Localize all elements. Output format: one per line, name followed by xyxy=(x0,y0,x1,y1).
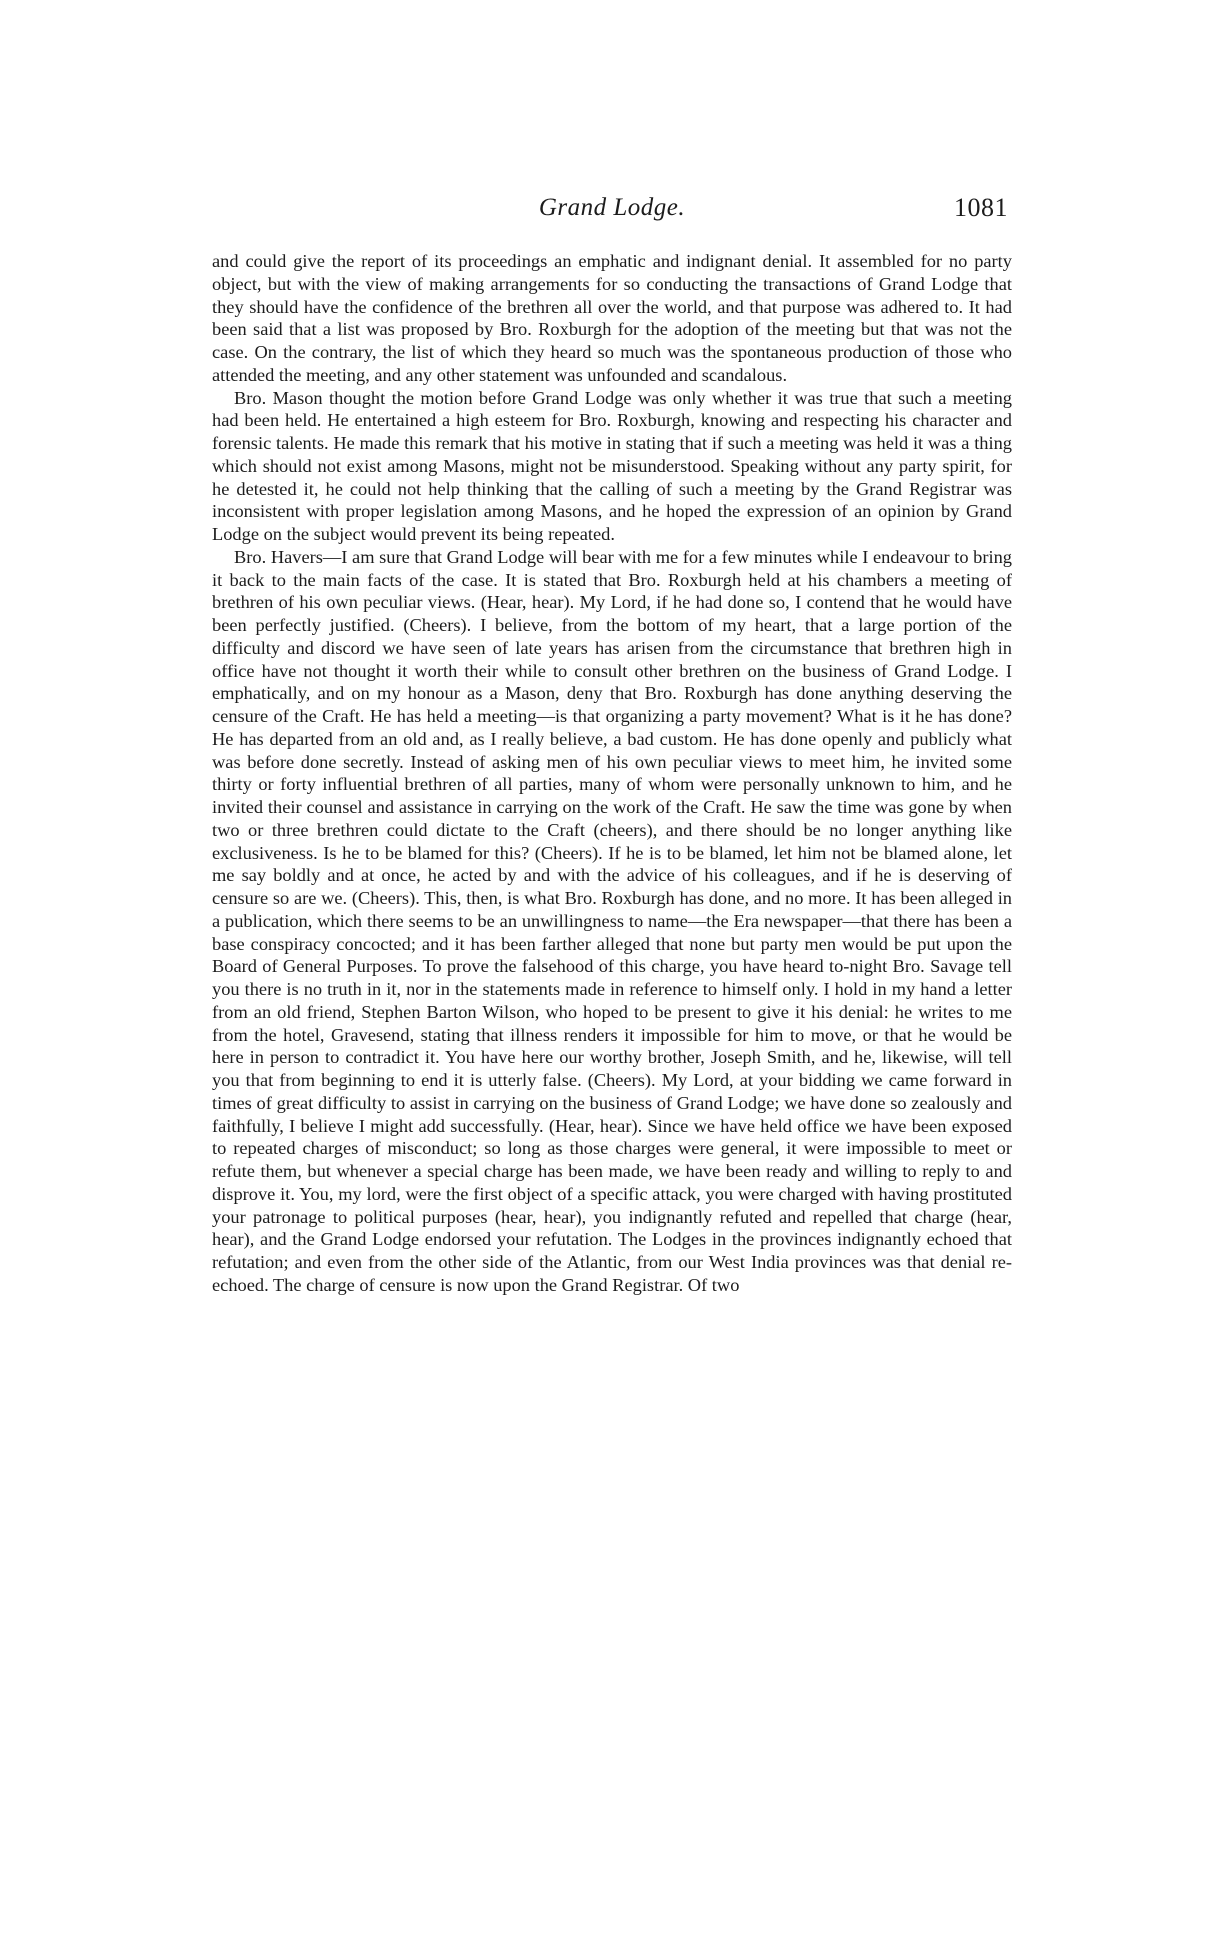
paragraph-bro-havers: Bro. Havers—I am sure that Grand Lodge will bear with me for a few minutes while I endeavour to bring it back to the main facts of the case. It is stated that Bro. Roxburgh held at his chambers a meeting of brethren of his own peculiar views. (Hear, hear). My Lord, if he had done so, I contend that he would have been perfectly justified. (Cheers). I believe, from the bottom of my heart, that a large portion of the difficulty and discord we have seen of late years has arisen from the circumstance that brethren high in office have not thought it worth their while to consult other brethren on the business of Grand Lodge. I emphatically, and on my honour as a Mason, deny that Bro. Roxburgh has done anything deserving the censure of the Craft. He has held a meeting—is that organizing a party movement? What is it he has done? He has departed from an old and, as I really believe, a bad custom. He has done openly and publicly what was before done secretly. Instead of asking men of his own peculiar views to meet him, he invited some thirty or forty influential brethren of all parties, many of whom were personally unknown to him, and he invited their counsel and assistance in carrying on the work of the Craft. He saw the time was gone by when two or three brethren could dictate to the Craft (cheers), and there should be no longer anything like exclusiveness. Is he to be blamed for this? (Cheers). If he is to be blamed, let him not be blamed alone, let me say boldly and at once, he acted by and with the advice of his colleagues, and if he is deserving of censure so are we. (Cheers). This, then, is what Bro. Roxburgh has done, and no more. It has been alleged in a publication, which there seems to be an unwillingness to name—the Era newspaper—that there has been a base conspiracy concocted; and it has been farther alleged that none but party men would be put upon the Board of General Purposes. To prove the falsehood of this charge, you have heard to-night Bro. Savage tell you there is no truth in it, nor in the statements made in reference to himself only. I hold in my hand a letter from an old friend, Stephen Barton Wilson, who hoped to be present to give it his denial: he writes to me from the hotel, Gravesend, stating that illness renders it impossible for him to move, or that he would be here in person to contradict it. You have here our worthy brother, Joseph Smith, and he, likewise, will tell you that from beginning to end it is utterly false. (Cheers). My Lord, at your bidding we came forward in times of great difficulty to assist in carrying on the business of Grand Lodge; we have done so zealously and faithfully, I believe I might add successfully. (Hear, hear). Since we have held office we have been exposed to repeated charges of misconduct; so long as those charges were general, it were impossible to meet or refute them, but whenever a special charge has been made, we have been ready and willing to reply to and disprove it. You, my lord, were the first object of a specific attack, you were charged with having prostituted your patronage to political purposes (hear, hear), you indignantly refuted and repelled that charge (hear, hear), and the Grand Lodge endorsed your refutation. The Lodges in the provinces indignantly echoed that refutation; and even from the other side of the Atlantic, from our West India provinces was that denial re-echoed. The charge of censure is now upon the Grand Registrar. Of two xyxy=(212,546,1012,1295)
paragraph-bro-mason: Bro. Mason thought the motion before Grand Lodge was only whether it was true that such a meeting had been held. He entertained a high esteem for Bro. Roxburgh, knowing and respecting his character and forensic talents. He made this remark that his motive in stating that if such a meeting was held it was a thing which should not exist among Masons, might not be misunderstood. Speaking without any party spirit, for he detested it, he could not help thinking that the calling of such a meeting by the Grand Registrar was inconsistent with proper legislation among Masons, and he hoped the expression of an opinion by Grand Lodge on the subject would prevent its being repeated. xyxy=(212,387,1012,544)
running-title: Grand Lodge. xyxy=(538,194,686,221)
running-header xyxy=(212,188,1012,228)
page-number: 1081 xyxy=(954,193,1008,222)
paragraph-continuation: and could give the report of its proceedings an emphatic and indignant denial. It assembled for no party object, but with the view of making arrangements for so conducting the transactions of Grand Lodge that they should have the confidence of the brethren all over the world, and that purpose was adhered to. It had been said that a list was proposed by Bro. Roxburgh for the adoption of the meeting but that was not the case. On the contrary, the list of which they heard so much was the spontaneous production of those who attended the meeting, and any other statement was unfounded and scandalous. xyxy=(212,251,1012,385)
body-text xyxy=(212,250,1012,1297)
